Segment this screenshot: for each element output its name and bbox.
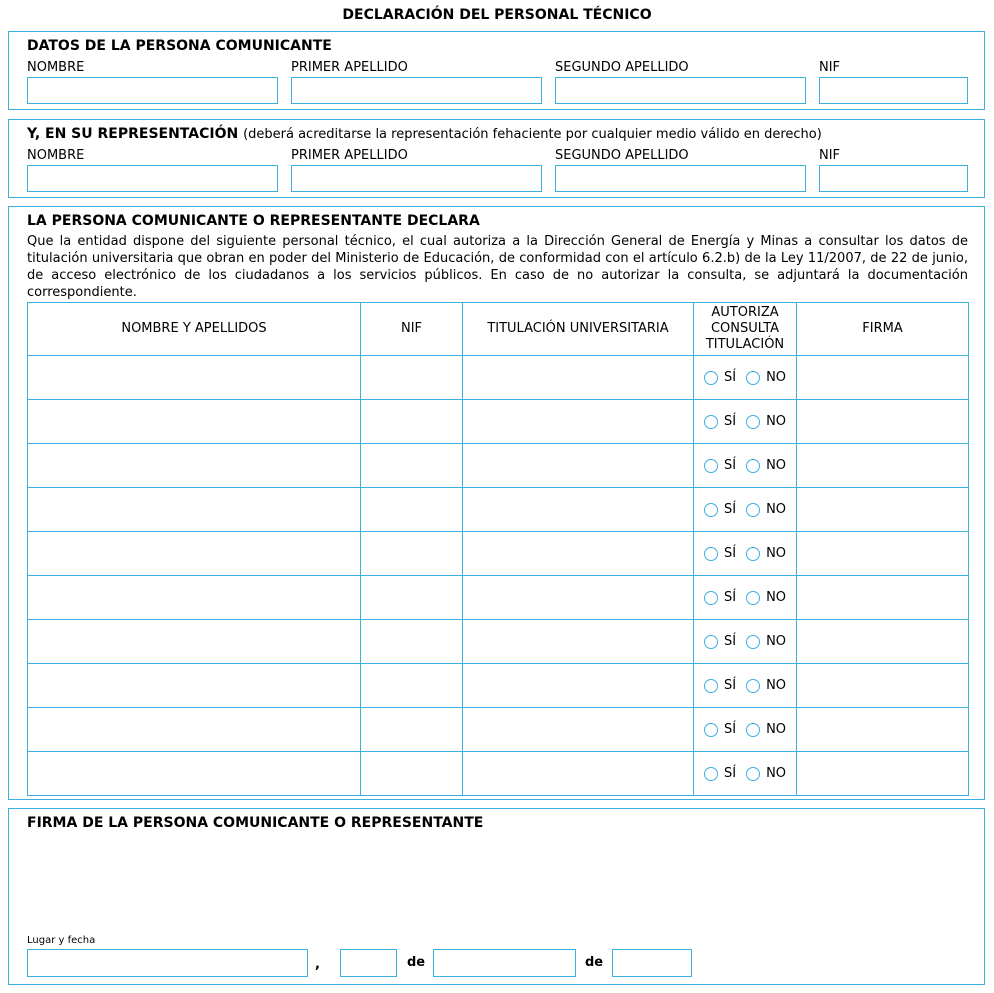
cell-firma[interactable]: [797, 708, 969, 752]
table-row: [28, 708, 969, 752]
cell-nif[interactable]: [361, 708, 463, 752]
col-firma: FIRMA: [797, 303, 969, 356]
section-declara: [8, 206, 985, 800]
cell-nombre-apellidos[interactable]: [28, 356, 361, 400]
cell-nombre-apellidos[interactable]: [28, 752, 361, 796]
label-segundo-apellido: SEGUNDO APELLIDO: [555, 148, 689, 163]
label-nif: NIF: [819, 60, 841, 75]
radio-no[interactable]: [746, 371, 760, 385]
cell-firma[interactable]: [797, 532, 969, 576]
representacion-heading-text: Y, EN SU REPRESENTACIÓN: [27, 126, 239, 142]
cell-nombre-apellidos[interactable]: [28, 664, 361, 708]
section-comunicante-heading: DATOS DE LA PERSONA COMUNICANTE: [27, 38, 332, 54]
radio-si[interactable]: [704, 635, 718, 649]
radio-no-label: NO: [766, 634, 787, 649]
radio-si-label: SÍ: [723, 370, 737, 385]
cell-nombre-apellidos[interactable]: [28, 444, 361, 488]
cell-nombre-apellidos[interactable]: [28, 488, 361, 532]
radio-si-label: SÍ: [723, 546, 737, 561]
table-row: [28, 664, 969, 708]
col-autoriza-line1: AUTORIZA: [711, 305, 779, 320]
radio-si[interactable]: [704, 591, 718, 605]
radio-no[interactable]: [746, 459, 760, 473]
radio-no-label: NO: [766, 414, 787, 429]
col-autoriza-line2: CONSULTA: [710, 321, 780, 336]
table-body: [28, 356, 969, 796]
radio-no[interactable]: [746, 415, 760, 429]
col-autoriza-consulta: [694, 303, 797, 356]
radio-no[interactable]: [746, 591, 760, 605]
cell-autoriza: [694, 356, 797, 400]
radio-si[interactable]: [704, 371, 718, 385]
radio-si[interactable]: [704, 503, 718, 517]
cell-nif[interactable]: [361, 400, 463, 444]
table-header-row: [28, 303, 969, 356]
cell-firma[interactable]: [797, 576, 969, 620]
label-nombre: NOMBRE: [27, 60, 85, 75]
representante-primer-apellido-field[interactable]: [291, 165, 542, 192]
cell-titulacion[interactable]: [463, 532, 694, 576]
dia-field[interactable]: [340, 949, 397, 977]
cell-nombre-apellidos[interactable]: [28, 708, 361, 752]
col-autoriza-line3: TITULACIÓN: [705, 337, 785, 352]
representante-nif-field[interactable]: [819, 165, 968, 192]
radio-si[interactable]: [704, 723, 718, 737]
radio-no-label: NO: [766, 722, 787, 737]
anio-field[interactable]: [612, 949, 692, 977]
radio-si-label: SÍ: [723, 590, 737, 605]
cell-nif[interactable]: [361, 664, 463, 708]
cell-nif[interactable]: [361, 444, 463, 488]
radio-no[interactable]: [746, 679, 760, 693]
cell-firma[interactable]: [797, 664, 969, 708]
section-firma-heading: FIRMA DE LA PERSONA COMUNICANTE O REPRESENTANTE: [27, 815, 484, 831]
cell-titulacion[interactable]: [463, 356, 694, 400]
radio-no-label: NO: [766, 590, 787, 605]
lugar-field[interactable]: [27, 949, 308, 977]
cell-titulacion[interactable]: [463, 664, 694, 708]
personal-tecnico-table: [27, 302, 969, 796]
de-separator-1: de: [407, 955, 426, 970]
cell-nombre-apellidos[interactable]: [28, 576, 361, 620]
cell-autoriza: [694, 444, 797, 488]
comunicante-nombre-field[interactable]: [27, 77, 278, 104]
comunicante-segundo-apellido-field[interactable]: [555, 77, 806, 104]
label-segundo-apellido: SEGUNDO APELLIDO: [555, 60, 689, 75]
table-row: [28, 752, 969, 796]
representante-nombre-field[interactable]: [27, 165, 278, 192]
cell-nombre-apellidos[interactable]: [28, 620, 361, 664]
radio-si[interactable]: [704, 679, 718, 693]
section-comunicante: [8, 31, 985, 110]
col-nif: NIF: [361, 303, 463, 356]
radio-si-label: SÍ: [723, 678, 737, 693]
cell-autoriza: [694, 620, 797, 664]
radio-si-label: SÍ: [723, 502, 737, 517]
table-row: [28, 532, 969, 576]
table-row: [28, 400, 969, 444]
cell-autoriza: [694, 400, 797, 444]
cell-titulacion[interactable]: [463, 752, 694, 796]
table-row: [28, 444, 969, 488]
radio-no-label: NO: [766, 370, 787, 385]
radio-si-label: SÍ: [723, 766, 737, 781]
table-row: [28, 488, 969, 532]
label-nif: NIF: [819, 148, 841, 163]
radio-si[interactable]: [704, 547, 718, 561]
label-primer-apellido: PRIMER APELLIDO: [291, 60, 408, 75]
representante-segundo-apellido-field[interactable]: [555, 165, 806, 192]
cell-titulacion[interactable]: [463, 576, 694, 620]
table-row: [28, 576, 969, 620]
comunicante-nif-field[interactable]: [819, 77, 968, 104]
cell-nif[interactable]: [361, 488, 463, 532]
radio-si[interactable]: [704, 767, 718, 781]
radio-si-label: SÍ: [723, 722, 737, 737]
radio-no-label: NO: [766, 458, 787, 473]
label-nombre: NOMBRE: [27, 148, 85, 163]
representacion-note: (deberá acreditarse la representación fehaciente por cualquier medio válido en derecho): [243, 127, 822, 142]
radio-no[interactable]: [746, 635, 760, 649]
radio-no[interactable]: [746, 723, 760, 737]
cell-nombre-apellidos[interactable]: [28, 532, 361, 576]
comunicante-primer-apellido-field[interactable]: [291, 77, 542, 104]
cell-autoriza: [694, 752, 797, 796]
radio-no-label: NO: [766, 502, 787, 517]
section-declara-heading: LA PERSONA COMUNICANTE O REPRESENTANTE DECLARA: [27, 213, 480, 229]
table-row: [28, 620, 969, 664]
col-titulacion: TITULACIÓN UNIVERSITARIA: [463, 303, 694, 356]
cell-autoriza: [694, 488, 797, 532]
col-nombre-apellidos: NOMBRE Y APELLIDOS: [28, 303, 361, 356]
cell-titulacion[interactable]: [463, 488, 694, 532]
de-separator-2: de: [585, 955, 604, 970]
mes-field[interactable]: [433, 949, 576, 977]
radio-si-label: SÍ: [723, 634, 737, 649]
cell-firma[interactable]: [797, 620, 969, 664]
cell-autoriza: [694, 576, 797, 620]
cell-titulacion[interactable]: [463, 708, 694, 752]
comma-separator: ,: [315, 957, 320, 972]
radio-si-label: SÍ: [723, 458, 737, 473]
radio-no-label: NO: [766, 546, 787, 561]
section-representacion: [8, 119, 985, 198]
declara-text: Que la entidad dispone del siguiente personal técnico, el cual autoriza a la Dirección General de Energía y Minas a consultar los datos de titulación universitaria que obran en poder del Ministerio de Educación, de conformidad con el artículo 6.2.b) de la Ley 11/2007, de 22 de junio, de acceso electrónico de los ciudadanos a los servicios públicos. En caso de no autorizar la consulta, se adjuntará la documentación correspondiente.: [27, 234, 968, 300]
radio-si-label: SÍ: [723, 414, 737, 429]
cell-firma[interactable]: [797, 444, 969, 488]
radio-no-label: NO: [766, 766, 787, 781]
cell-nif[interactable]: [361, 576, 463, 620]
cell-autoriza: [694, 532, 797, 576]
section-firma: [8, 808, 985, 985]
radio-no[interactable]: [746, 503, 760, 517]
section-representacion-heading: [27, 126, 822, 142]
cell-titulacion[interactable]: [463, 400, 694, 444]
cell-autoriza: [694, 664, 797, 708]
table-row: [28, 356, 969, 400]
label-primer-apellido: PRIMER APELLIDO: [291, 148, 408, 163]
cell-nif[interactable]: [361, 620, 463, 664]
cell-firma[interactable]: [797, 356, 969, 400]
cell-firma[interactable]: [797, 488, 969, 532]
cell-titulacion[interactable]: [463, 620, 694, 664]
cell-autoriza: [694, 708, 797, 752]
cell-nombre-apellidos[interactable]: [28, 400, 361, 444]
radio-no-label: NO: [766, 678, 787, 693]
cell-firma[interactable]: [797, 752, 969, 796]
radio-no[interactable]: [746, 767, 760, 781]
radio-si[interactable]: [704, 459, 718, 473]
cell-titulacion[interactable]: [463, 444, 694, 488]
lugar-fecha-label: Lugar y fecha: [27, 935, 96, 946]
cell-nif[interactable]: [361, 532, 463, 576]
radio-si[interactable]: [704, 415, 718, 429]
cell-nif[interactable]: [361, 356, 463, 400]
cell-nif[interactable]: [361, 752, 463, 796]
cell-firma[interactable]: [797, 400, 969, 444]
page-title: DECLARACIÓN DEL PERSONAL TÉCNICO: [342, 7, 652, 23]
radio-no[interactable]: [746, 547, 760, 561]
